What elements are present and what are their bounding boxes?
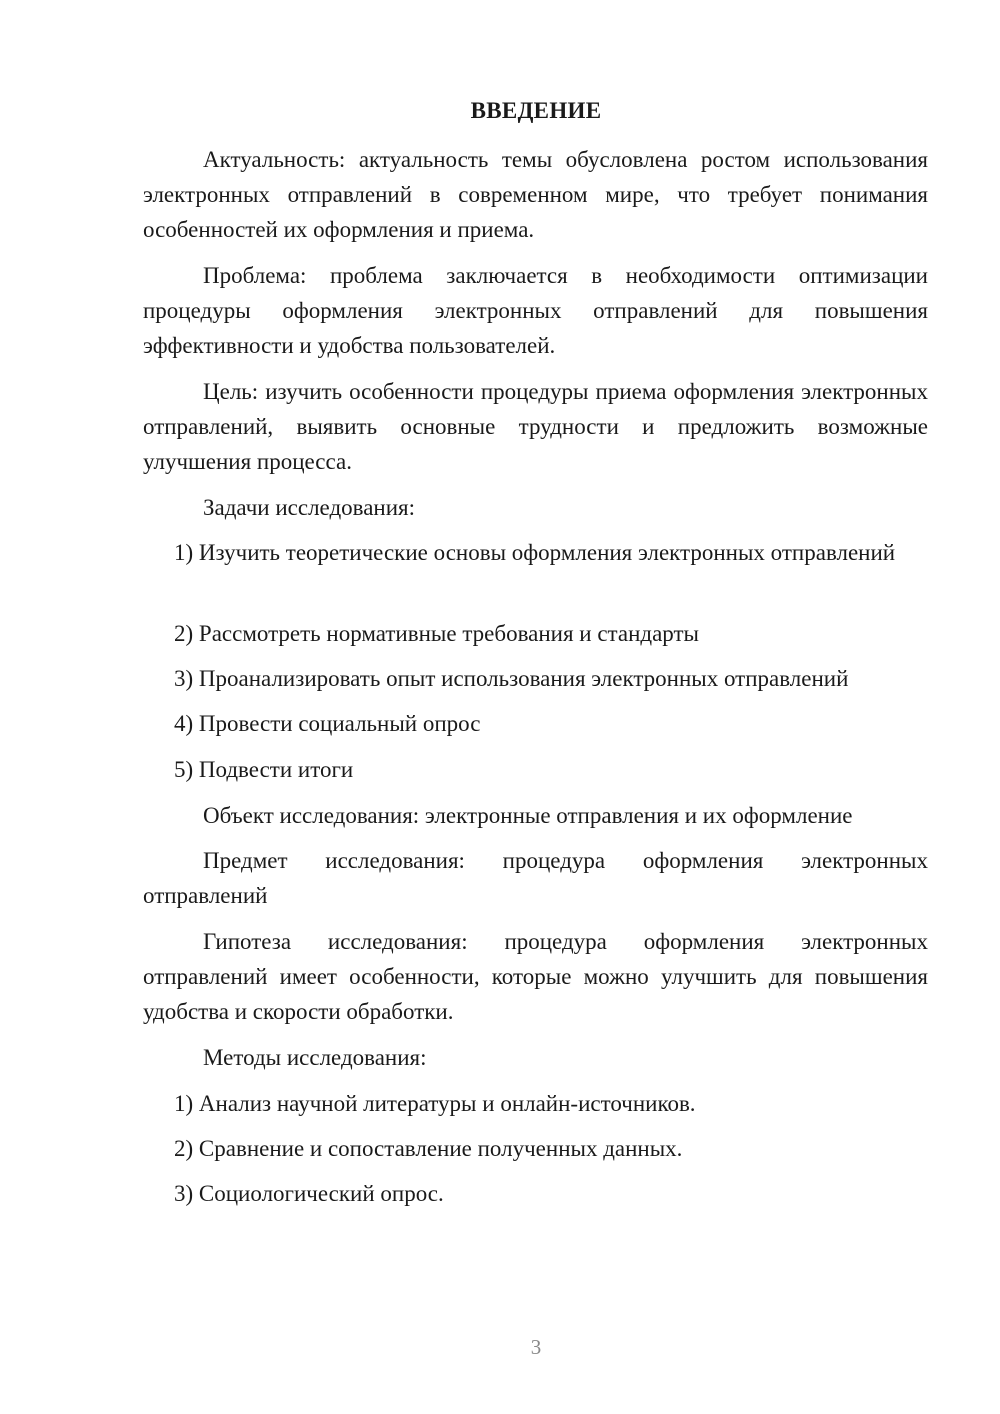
method-item: 3) Социологический опрос. — [174, 1181, 444, 1206]
object-paragraph: Объект исследования: электронные отправления и их оформление — [203, 803, 853, 828]
methods-heading: Методы исследования: — [203, 1045, 427, 1070]
method-item: 2) Сравнение и сопоставление полученных данных. — [174, 1136, 683, 1161]
task-item: 5) Подвести итоги — [174, 757, 354, 782]
goal-paragraph: Цель: изучить особенности процедуры приема оформления электронных отправлений, выявить основные трудности и предложить возможные улучшения процесса. — [143, 379, 928, 474]
hypothesis-paragraph: Гипотеза исследования: процедура оформления электронных отправлений имеет особенности, которые можно улучшить для повышения удобства и скорости обработки. — [143, 929, 928, 1024]
method-item: 1) Анализ научной литературы и онлайн-источников. — [174, 1091, 696, 1116]
tasks-heading: Задачи исследования: — [203, 495, 416, 520]
task-item: 1) Изучить теоретические основы оформления электронных отправлений — [174, 540, 896, 565]
page-title: ВВЕДЕНИЕ — [470, 98, 602, 123]
task-item: 4) Провести социальный опрос — [174, 711, 481, 736]
page-number: 3 — [530, 1335, 542, 1359]
subject-paragraph: Предмет исследования: процедура оформления электронных отправлений — [143, 848, 928, 908]
task-item: 2) Рассмотреть нормативные требования и стандарты — [174, 621, 700, 646]
relevance-paragraph: Актуальность: актуальность темы обусловлена ростом использования электронных отправлений в современном мире, что требует понимания особенностей их оформления и приема. — [143, 147, 928, 242]
task-item: 3) Проанализировать опыт использования электронных отправлений — [174, 666, 849, 691]
problem-paragraph: Проблема: проблема заключается в необходимости оптимизации процедуры оформления электронных отправлений для повышения эффективности и удобства пользователей. — [143, 263, 928, 358]
